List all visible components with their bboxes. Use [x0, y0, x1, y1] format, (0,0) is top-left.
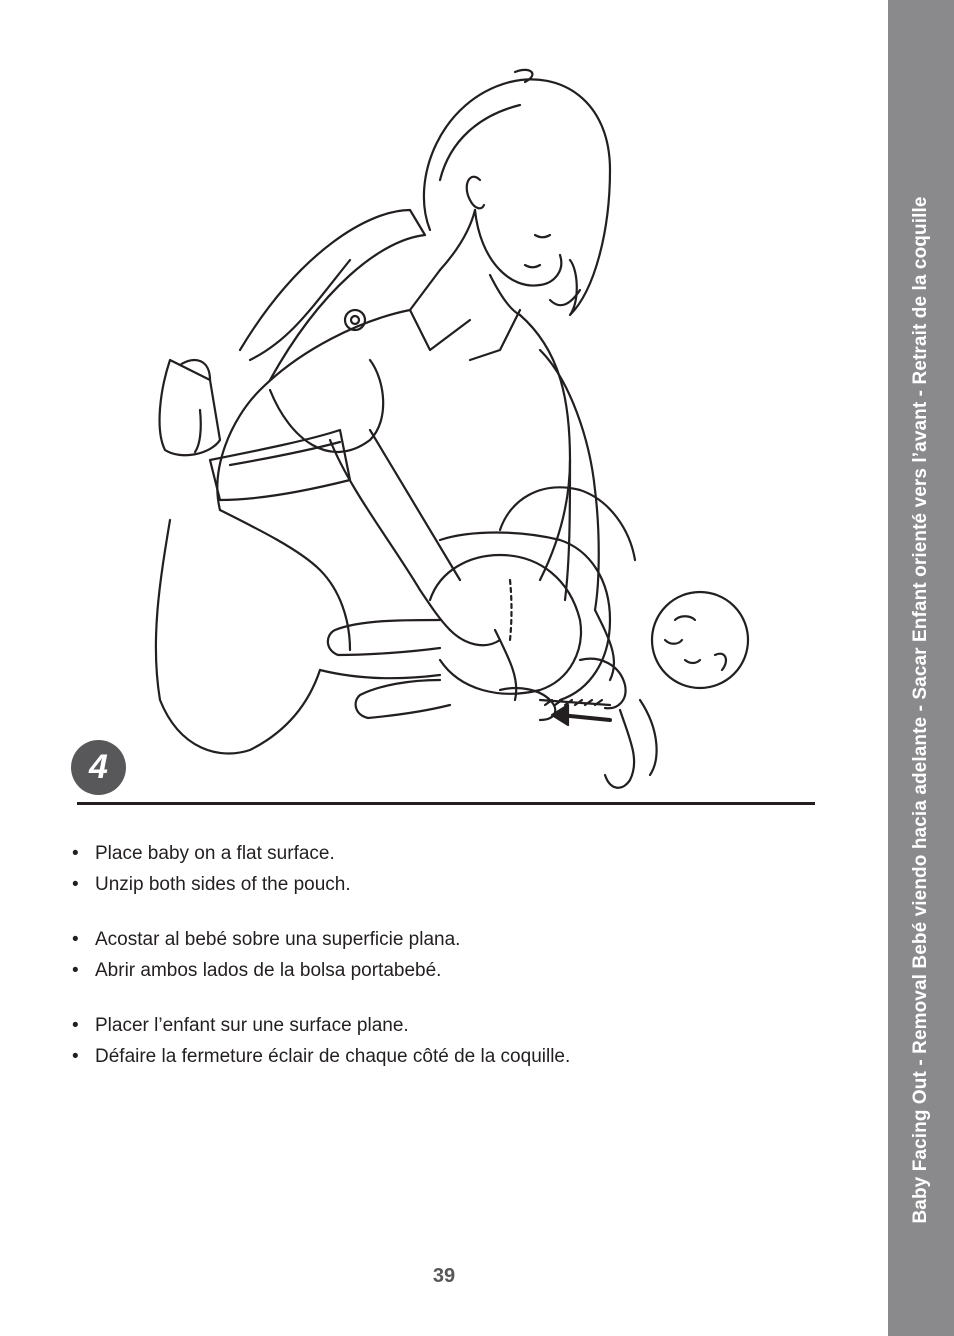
list-item [72, 955, 852, 986]
instructions-spanish [72, 924, 852, 986]
instructions-french [72, 1010, 852, 1072]
list-item [72, 1010, 852, 1041]
bullet: • [72, 929, 79, 950]
instruction-text: Acostar al bebé sobre una superficie plana. [95, 929, 461, 950]
illustration-caregiver-unzipping-pouch [140, 60, 840, 800]
list-item [72, 869, 852, 900]
instruction-text: Unzip both sides of the pouch. [95, 874, 351, 895]
instruction-list [72, 838, 852, 1096]
section-title: Baby Facing Out - Removal Bebé viendo hacia adelante - Sacar Enfant orienté vers l’avant - Retrait de la coquille [910, 196, 931, 1224]
bullet: • [72, 843, 79, 864]
page-number: 39 [432, 1265, 456, 1287]
bullet: • [72, 960, 79, 981]
instruction-text: Placer l’enfant sur une surface plane. [95, 1015, 409, 1036]
list-item [72, 1041, 852, 1072]
list-item [72, 838, 852, 869]
instruction-text: Abrir ambos lados de la bolsa portabebé. [95, 960, 442, 981]
bullet: • [72, 1046, 79, 1067]
instructions-english [72, 838, 852, 900]
section-divider [77, 802, 815, 805]
list-item [72, 924, 852, 955]
bullet: • [72, 1015, 79, 1036]
step-number-badge: 4 [71, 740, 126, 795]
bullet: • [72, 874, 79, 895]
instruction-text: Défaire la fermeture éclair de chaque côté de la coquille. [95, 1046, 571, 1067]
instruction-text: Place baby on a flat surface. [95, 843, 335, 864]
